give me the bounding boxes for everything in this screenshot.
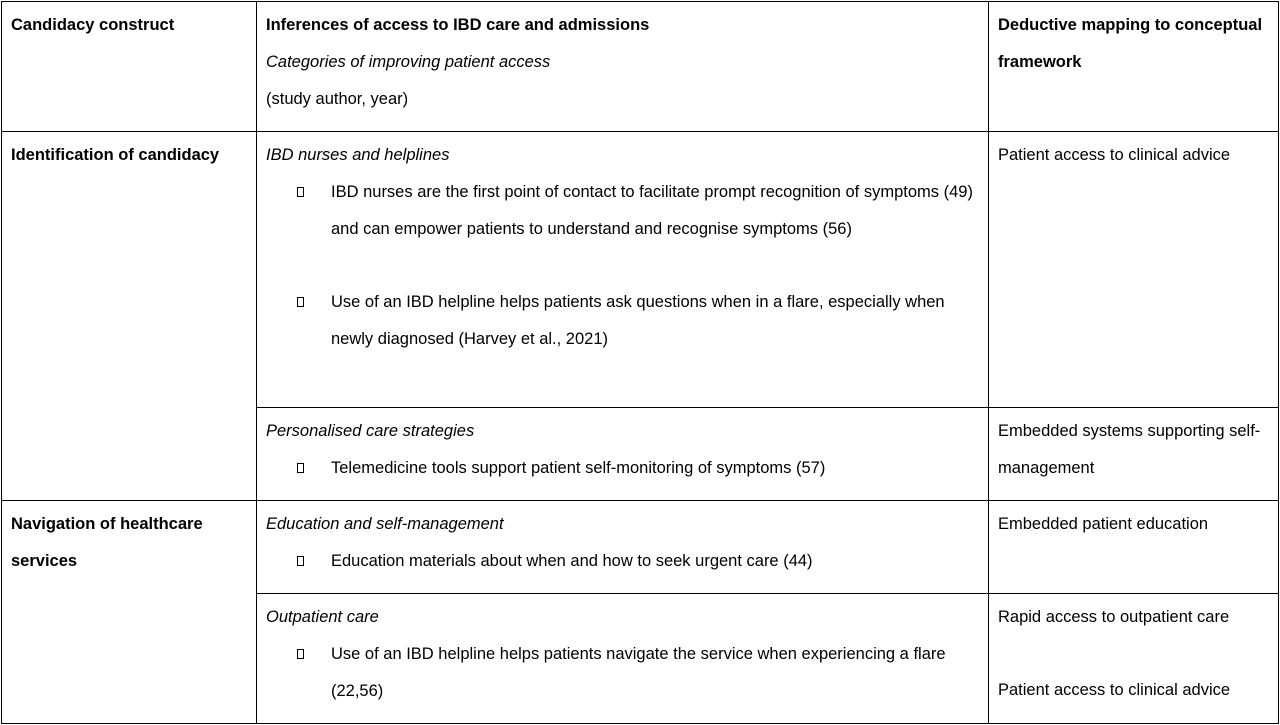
- table-header-row: [2, 2, 1279, 132]
- bullet-list: [266, 450, 980, 487]
- bullet-gap: [266, 248, 980, 284]
- missing-glyph-box-icon: [297, 297, 304, 307]
- mapping-cell: [989, 408, 1279, 501]
- bullet-text: Education materials about when and how to seek urgent care (44): [331, 552, 813, 570]
- mapping-label: Embedded patient education: [998, 515, 1209, 533]
- missing-glyph-box-icon: [297, 649, 304, 659]
- mapping-label: Embedded systems supporting self-management: [998, 422, 1261, 477]
- mapping-spacer: [998, 636, 1270, 672]
- mapping-label: Patient access to clinical advice: [998, 681, 1231, 699]
- inferences-cell: [257, 132, 989, 408]
- candidacy-table: [1, 1, 1279, 724]
- mapping-cell: [989, 132, 1279, 408]
- bullet-item: [266, 284, 980, 358]
- category-label: Personalised care strategies: [266, 422, 475, 440]
- header-inferences-title: Inferences of access to IBD care and admissions: [266, 16, 650, 34]
- table-row: [2, 132, 1279, 408]
- header-construct: Candidacy construct: [11, 16, 175, 34]
- header-mapping: Deductive mapping to conceptual framework: [998, 16, 1263, 71]
- bullet-text: IBD nurses are the first point of contact to facilitate prompt recognition of symptoms (49) and can empower patients to understand and recognise symptoms (56): [331, 183, 973, 238]
- mapping-cell: [989, 594, 1279, 724]
- bullet-text: Use of an IBD helpline helps patients ask questions when in a flare, especially when newly diagnosed (Harvey et al., 2021): [331, 293, 945, 348]
- category-label: Outpatient care: [266, 608, 379, 626]
- bullet-list: [266, 636, 980, 710]
- missing-glyph-box-icon: [297, 556, 304, 566]
- construct-label: Identification of candidacy: [11, 146, 220, 164]
- header-inferences-note: (study author, year): [266, 90, 409, 108]
- bullet-item: [266, 543, 980, 580]
- construct-cell: [2, 132, 257, 501]
- bullet-list: [266, 543, 980, 580]
- bullet-item: [266, 450, 980, 487]
- bullet-text: Use of an IBD helpline helps patients navigate the service when experiencing a flare (22,56): [331, 645, 946, 700]
- table-row: [2, 501, 1279, 594]
- header-construct-cell: [2, 2, 257, 132]
- mapping-label: Rapid access to outpatient care: [998, 608, 1230, 626]
- missing-glyph-box-icon: [297, 463, 304, 473]
- category-label: IBD nurses and helplines: [266, 146, 450, 164]
- inferences-cell: [257, 408, 989, 501]
- bullet-text: Telemedicine tools support patient self-monitoring of symptoms (57): [331, 459, 826, 477]
- mapping-label: Patient access to clinical advice: [998, 146, 1231, 164]
- construct-label: Navigation of healthcare services: [11, 515, 203, 570]
- bullet-item: [266, 636, 980, 710]
- header-inferences-subtitle: Categories of improving patient access: [266, 53, 551, 71]
- bullet-list: [266, 174, 980, 358]
- header-inferences-cell: [257, 2, 989, 132]
- missing-glyph-box-icon: [297, 187, 304, 197]
- construct-cell: [2, 501, 257, 724]
- category-label: Education and self-management: [266, 515, 504, 533]
- header-mapping-cell: [989, 2, 1279, 132]
- bullet-item: [266, 174, 980, 248]
- inferences-cell: [257, 594, 989, 724]
- inferences-cell: [257, 501, 989, 594]
- mapping-cell: [989, 501, 1279, 594]
